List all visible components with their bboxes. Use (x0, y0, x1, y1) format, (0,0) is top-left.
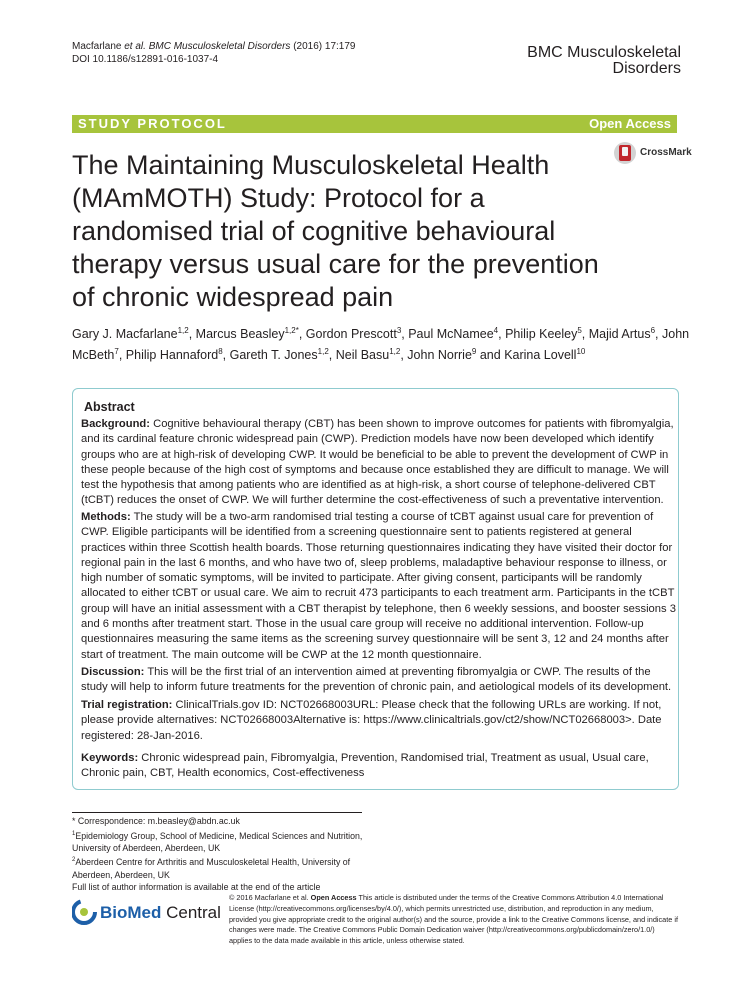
article-type-label: STUDY PROTOCOL (78, 116, 227, 131)
author-affiliation-sup: 5 (577, 326, 582, 335)
author-affiliation-sup: 1,2 (389, 347, 401, 357)
affiliation-2-number: 2 (72, 857, 76, 864)
license-text: This article is distributed under the terms of the Creative Commons Attribution 4.0 International License (http://creativecommons.org/licenses/by/4.0/), which permits unrestricted use, distribution, and reproduction in any medium, provided you give appropriate credit to the original author(s) and the source, provide a link to the Creative Commons license, and indicate if changes were made. The Creative Commons Public Domain Dedication waiver (http://creativecommons.org/publicdomain/zero/1.0/) applies to the data made available in this article, unless otherwise stated. (229, 893, 679, 946)
author-name: Gordon Prescott (305, 327, 397, 342)
affiliation-1 (72, 828, 372, 855)
citation-volume: (2016) 17:179 (290, 41, 356, 52)
discussion-label: Discussion: (81, 666, 145, 678)
abstract-heading: Abstract (84, 400, 135, 414)
keywords-label: Keywords: (81, 752, 139, 764)
license-copyright: © 2016 Macfarlane et al. (229, 893, 311, 902)
author-name: Gareth T. Jones (229, 348, 318, 363)
author-name: Karina Lovell (504, 348, 577, 363)
author-separator: , (581, 327, 589, 342)
crossmark-label: CrossMark (640, 147, 692, 158)
methods-label: Methods: (81, 511, 131, 523)
citation-authors: Macfarlane (72, 41, 125, 52)
methods-text: The study will be a two-arm randomised trial testing a course of tCBT against usual care for prevention of CWP. Eligible participants will be identified from a screening questionnaire sent to patients registered at general practices within three Scottish health boards. Those returning questionnaires indicating they have visited their doctor for regional pain in the last 6 months, and who have two of, sleep problems, maladaptive behaviour response to illness, or high number of somatic symptoms, will be invited to participate. After giving consent, participants will be randomly allocated to either tCBT or usual care. We aim to recruit 473 participants to each treatment arm. Participants in the tCBT group will have an initial assessment with a CBT therapist by telephone, then 6 weekly sessions, and booster sessions 3 and 6 months after treatment start. Those in the usual care group will receive no additional intervention. Follow-up questionnaires measuring the same items as the screening survey questionnaire will be sent 3, 12 and 24 months after start of treatment. The main outcome will be CWP at the 12 month questionnaire. (81, 511, 676, 661)
license-open-access: Open Access (310, 893, 357, 902)
abstract-keywords (81, 751, 676, 782)
author-name: John McBeth (72, 327, 690, 363)
author-affiliation-sup: 7 (114, 347, 119, 357)
biomed-central-logo (72, 897, 222, 927)
author-affiliation-sup: 9 (471, 347, 477, 357)
author-separator: , (118, 348, 126, 363)
author-affiliation-sup: 8 (218, 347, 223, 357)
abstract-trial-registration (81, 698, 676, 744)
affiliation-2-text: Aberdeen Centre for Arthritis and Musculoskeletal Health, University of Aberdeen, Aberdeen, UK (72, 857, 351, 880)
background-text: Cognitive behavioural therapy (CBT) has been shown to improve outcomes for patients with fibromyalgia, and its cardinal feature chronic widespread pain (CWP). Prediction models have now been developed which identify groups who are at high-risk of developing CWP. It would be beneficial to be able to prevent the development of CWP in these people because of the high cost of symptoms and because once established they are difficult to manage. We will test the hypothesis that among patients who are identified as at high-risk, a short course of telephone-delivered CBT (tCBT) reduces the onset of CWP. We will further determine the cost-effectiveness of such a preventative intervention. (81, 418, 674, 507)
author-separator: , (400, 348, 408, 363)
abstract-discussion (81, 665, 676, 696)
author-name: Philip Hannaford (125, 348, 219, 363)
author-separator: , (401, 327, 409, 342)
author-separator: , (498, 327, 506, 342)
author-affiliation-sup: 4 (493, 326, 499, 335)
author-affiliation-sup: 1,2 (317, 347, 329, 357)
author-separator: , (222, 348, 230, 363)
discussion-text: This will be the first trial of an intervention aimed at preventing fibromyalgia or CWP. The results of the study will help to inform future treatments for the prevention of chronic pain, and aetiological models of its development. (81, 666, 672, 694)
doi[interactable]: DOI 10.1186/s12891-016-1037-4 (72, 54, 219, 65)
open-access-label: Open Access (589, 116, 671, 131)
author-affiliation-sup: 1,2* (284, 326, 299, 335)
footnote-divider (72, 812, 362, 813)
author-name: Philip Keeley (505, 327, 578, 342)
journal-line-2: Disorders (612, 60, 681, 77)
background-label: Background: (81, 418, 150, 430)
author-separator: and (476, 348, 505, 363)
article-title: The Maintaining Musculoskeletal Health (MAmMOTH) Study: Protocol for a randomised trial of cognitive behavioural therapy versus usual care for the prevention of chronic widespread pain (72, 150, 599, 312)
citation-journal: BMC Musculoskeletal Disorders (145, 41, 291, 52)
author-affiliation-sup: 1,2 (177, 326, 189, 335)
keywords-text: Chronic widespread pain, Fibromyalgia, Prevention, Randomised trial, Treatment as usual, Usual care, Chronic pain, CBT, Health economics, Cost-effectiveness (81, 752, 649, 780)
license-statement (229, 893, 679, 947)
journal-name (527, 45, 681, 77)
author-separator: , (655, 327, 662, 342)
author-name: Marcus Beasley (195, 327, 285, 342)
registration-label: Trial registration: (81, 699, 173, 711)
journal-line-1: BMC Musculoskeletal (527, 44, 681, 61)
logo-central: Central (161, 903, 221, 922)
affiliation-1-text: Epidemiology Group, School of Medicine, Medical Sciences and Nutrition, University of Aberdeen, Aberdeen, UK (72, 830, 363, 853)
author-name: Majid Artus (588, 327, 651, 342)
author-separator: , (328, 348, 336, 363)
logo-dot-icon (80, 908, 88, 916)
author-separator: , (298, 327, 306, 342)
crossmark-badge[interactable] (614, 142, 692, 166)
full-author-info-note: Full list of author information is available at the end of the article (72, 882, 321, 893)
author-affiliation-sup: 6 (650, 326, 656, 335)
logo-text (100, 903, 221, 922)
author-list (72, 322, 692, 364)
correspondence-note: * Correspondence: m.beasley@abdn.ac.uk (72, 816, 240, 826)
citation-header (72, 40, 356, 66)
citation-line (72, 40, 356, 53)
footnotes (72, 815, 372, 894)
registration-text: ClinicalTrials.gov ID: NCT02668003URL: Please check that the following URLs are working. If not, please provide alternatives: NCT02668003Alternative is: https://www.clinicaltrials.gov/ct2/show/NCT02668003>. Date registered: 28-Jan-2016. (81, 699, 662, 742)
abstract-background (81, 417, 676, 509)
author-affiliation-sup: 3 (396, 326, 402, 335)
author-separator: , (188, 327, 196, 342)
affiliation-2 (72, 854, 372, 881)
author-affiliation-sup: 10 (576, 347, 586, 357)
author-name: Gary J. Macfarlane (72, 327, 178, 342)
citation-et-al: et al. (124, 41, 146, 52)
author-name: Neil Basu (335, 348, 390, 363)
author-name: Paul McNamee (408, 327, 494, 342)
crossmark-ribbon-inner (622, 147, 628, 156)
author-name: John Norrie (407, 348, 472, 363)
affiliation-1-number: 1 (72, 830, 76, 837)
abstract-methods (81, 510, 676, 663)
logo-biomed: BioMed (100, 903, 162, 922)
